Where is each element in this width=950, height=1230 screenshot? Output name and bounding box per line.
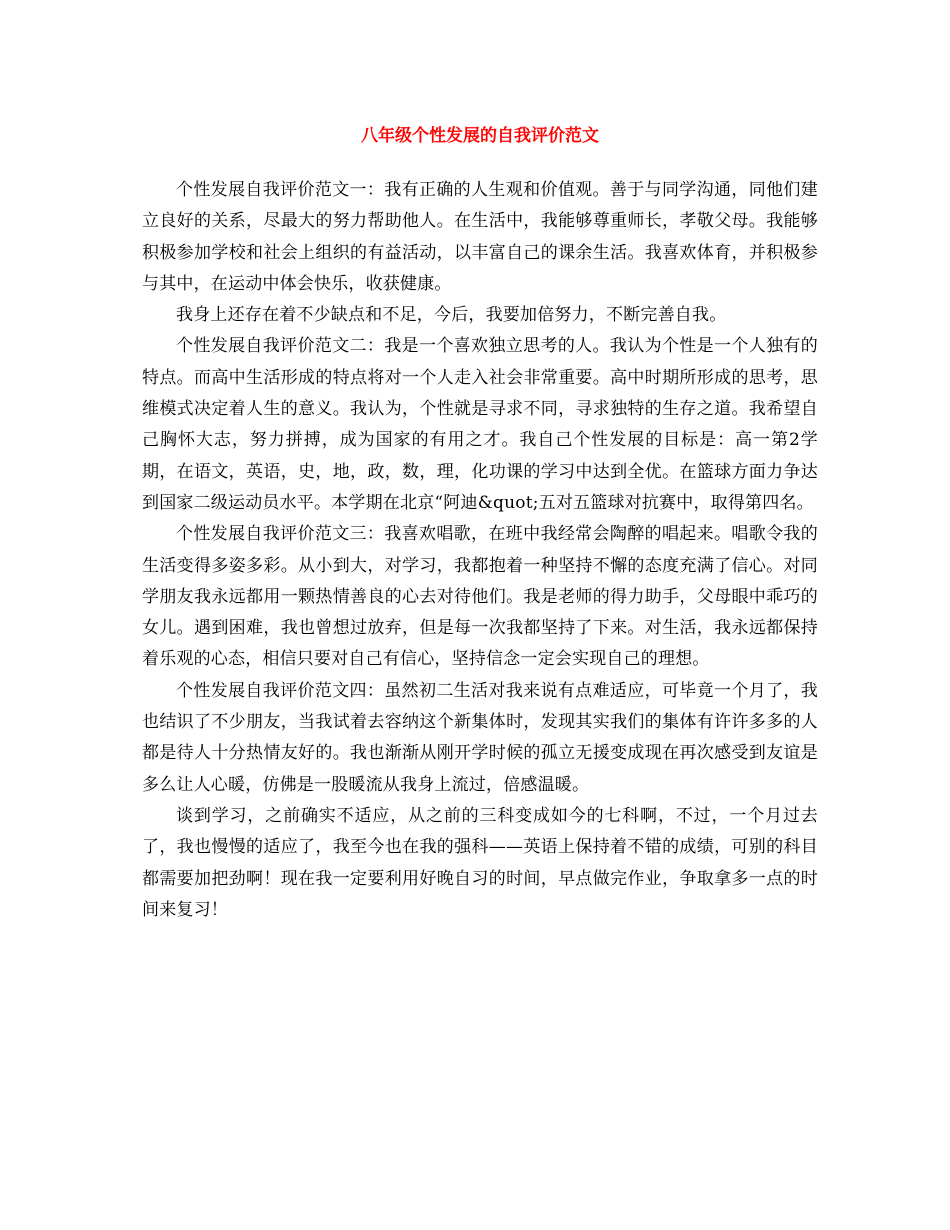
paragraph-6: 谈到学习，之前确实不适应，从之前的三科变成如今的七科啊，不过，一个月过去了，我也慢慢的适应了，我至今也在我的强科——英语上保持着不错的成绩，可别的科目都需要加把劲啊！现在我一定要利用好晚自习的时间，早点做完作业，争取拿多一点的时间来复习！ (142, 805, 818, 920)
paragraph-3: 个性发展自我评价范文二：我是一个喜欢独立思考的人。我认为个性是一个人独有的特点。而高中生活形成的特点将对一个人走入社会非常重要。高中时期所形成的思考，思维模式决定着人生的意义。我认为，个性就是寻求不同，寻求独特的生存之道。我希望自己胸怀大志，努力拼搏，成为国家的有用之才。我自己个性发展的目标是：高一第2学期，在语文，英语，史，地，政，数，理，化功课的学习中达到全优。在篮球方面力争达到国家二级运动员水平。本学期在北京“阿迪&quot;五对五篮球对抗赛中，取得第四名。 (142, 336, 818, 513)
document-title: 八年级个性发展的自我评价范文 (361, 126, 599, 146)
paragraph-4: 个性发展自我评价范文三：我喜欢唱歌，在班中我经常会陶醉的唱起来。唱歌令我的生活变得多姿多彩。从小到大，对学习，我都抱着一种坚持不懈的态度充满了信心。对同学朋友我永远都用一颗热情善良的心去对待他们。我是老师的得力助手，父母眼中乖巧的女儿。遇到困难，我也曾想过放弃，但是每一次我都坚持了下来。对生活，我永远都保持着乐观的心态，相信只要对自己有信心，坚持信念一定会实现自己的理想。 (142, 524, 818, 670)
paragraph-1: 个性发展自我评价范文一：我有正确的人生观和价值观。善于与同学沟通，同他们建立良好的关系，尽最大的努力帮助他人。在生活中，我能够尊重师长，孝敬父母。我能够积极参加学校和社会上组织的有益活动，以丰富自己的课余生活。我喜欢体育，并积极参与其中，在运动中体会快乐，收获健康。 (142, 180, 818, 294)
paragraph-2: 我身上还存在着不少缺点和不足，今后，我要加倍努力，不断完善自我。 (176, 305, 727, 326)
document-body (142, 175, 818, 926)
paragraph-5: 个性发展自我评价范文四：虽然初二生活对我来说有点难适应，可毕竟一个月了，我也结识了不少朋友，当我试着去容纳这个新集体时，发现其实我们的集体有许许多多的人都是待人十分热情友好的。我也渐渐从刚开学时候的孤立无援变成现在再次感受到友谊是多么让人心暖，仿佛是一股暖流从我身上流过，倍感温暖。 (142, 680, 818, 795)
